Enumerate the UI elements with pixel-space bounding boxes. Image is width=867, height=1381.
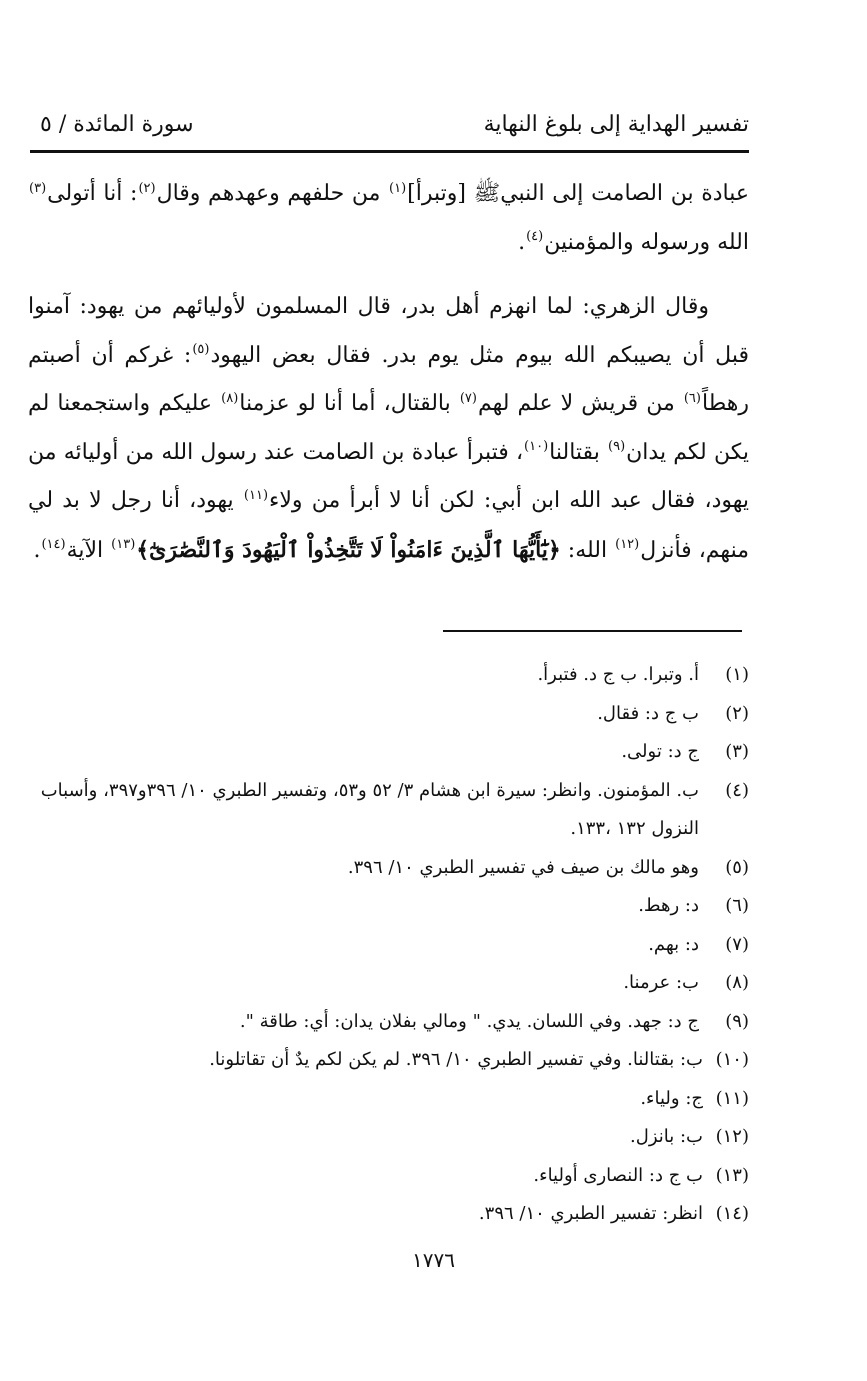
footnote [28, 849, 749, 888]
footnote-text: ب ج د: النصارى أولياء. [533, 1164, 703, 1186]
text-run: الله: [560, 537, 615, 563]
footnote [28, 926, 749, 965]
footnote-text: ب: بانزل. [630, 1126, 703, 1147]
footnote-text: ب ج د: فقال. [597, 702, 699, 724]
text-run: [وتبرأ] [407, 181, 474, 206]
footnote [28, 1003, 749, 1042]
footnote-text: ب. المؤمنون. وانظر: سيرة ابن هشام ٣/ ٥٢ و٥٣، وتفسير الطبري ١٠/ ٣٩٦و٣٩٧، وأسباب النزول ١٣٢ ،١٣٣. [40, 779, 699, 839]
text-run: يهود، أنا رجل لا بد لي منهم، فأنزل [28, 488, 749, 563]
paragraph-1 [28, 170, 749, 267]
footnote-marker-5: (٥) [192, 342, 210, 358]
footnote-marker-13: (١٣) [111, 537, 136, 553]
footnote-marker-12: (١٢) [615, 537, 640, 553]
footnote-marker-14: (١٤) [41, 537, 66, 553]
footnote-number: (٤) [725, 779, 749, 801]
footnote-text: انظر: تفسير الطبري ١٠/ ٣٩٦. [478, 1203, 703, 1224]
running-header [30, 108, 749, 144]
footnote-number: (١٢) [715, 1126, 749, 1147]
text-run: : غركم أن أصبتم رهطاً [28, 342, 749, 416]
text-run: بالقتال، أما أنا لو عزمنا [239, 391, 459, 416]
footnote-marker-7: (٧) [459, 390, 477, 406]
footnote-number: (٨) [725, 972, 749, 993]
book-title: تفسير الهداية إلى بلوغ النهاية [483, 112, 749, 137]
footnote-marker-9: (٩) [608, 439, 626, 455]
footnote-marker-3: (٣) [29, 180, 47, 196]
footnote [28, 656, 749, 695]
footnote-text: وهو مالك بن صيف في تفسير الطبري ١٠/ ٣٩٦. [347, 856, 699, 878]
footnote-marker-4: (٤) [526, 229, 544, 245]
footnote-text: ب: بقتالنا. وفي تفسير الطبري ١٠/ ٣٩٦. لم يكن لكم يدٌ أن تقاتلونا. [209, 1049, 703, 1070]
text-run: . [33, 537, 41, 563]
footnote [28, 1080, 749, 1119]
paragraph-2 [28, 283, 749, 575]
footnote-marker-10: (١٠) [524, 439, 549, 455]
footnote-number: (١٠) [715, 1049, 749, 1070]
footnote-number: (١) [725, 664, 749, 685]
text-run: من قريش لا علم لهم [477, 391, 683, 416]
text-run: . [518, 229, 526, 255]
footnote-number: (٦) [725, 895, 749, 916]
footnote-number: (١١) [715, 1087, 749, 1109]
footnote-text: أ. وتبرا. ب ج د. فتبرأ. [537, 664, 699, 685]
footnote-number: (٧) [725, 933, 749, 955]
surah-label: سورة المائدة / ٥ [40, 112, 194, 137]
footnote [28, 733, 749, 772]
text-run: عبادة بن الصامت إلى النبي [500, 181, 750, 206]
footnote-number: (١٣) [715, 1164, 749, 1186]
footnote-text: د: بهم. [648, 933, 699, 955]
footnote-marker-6: (٦) [683, 390, 701, 406]
footnote-marker-11: (١١) [243, 487, 269, 503]
footnote-number: (٩) [725, 1010, 749, 1032]
text-run: ، فتبرأ عبادة بن الصامت عند رسول الله من أوليائه من يهود، فقال عبد الله ابن أبي: لكن أنا لا أبرأ من ولاء [28, 439, 749, 513]
footnote [28, 772, 749, 849]
footnotes [28, 656, 749, 1234]
footnote [28, 964, 749, 1003]
footnote-text: د: رهط. [638, 895, 699, 916]
footnote-marker-1: (١) [389, 180, 407, 196]
text-run: من حلفهم وعهدهم وقال [156, 181, 389, 206]
text-run: الآية [66, 537, 111, 563]
footnote-text: ج د: تولى. [621, 741, 699, 762]
main-text [28, 170, 749, 591]
text-run: الله ورسوله والمؤمنين [544, 229, 749, 255]
footnote [28, 1157, 749, 1196]
footnote [28, 1195, 749, 1234]
footnote-text: ج د: جهد. وفي اللسان. يدي. " ومالي بفلان يدان: أي: طاقة ". [239, 1010, 699, 1032]
footnote-marker-2: (٢) [138, 180, 156, 196]
text-run: : أنا أتولى [47, 181, 138, 206]
footnote [28, 695, 749, 734]
text-run: وقال الزهري: لما انهزم أهل بدر، قال المسلمون لأوليائهم من يهود: آمنوا قبل أن يصيبكم الله بيوم مثل يوم بدر. فقال بعض اليهود [28, 294, 750, 368]
footnote-number: (٣) [725, 741, 749, 762]
footnote-number: (٥) [725, 856, 749, 878]
footnote-marker-8: (٨) [221, 390, 239, 406]
footnote-rule [443, 630, 742, 632]
footnote-text: ج: ولياء. [640, 1087, 703, 1109]
salawat-glyph: ﷺ [473, 181, 501, 206]
footnote [28, 1041, 749, 1080]
header-rule [30, 150, 749, 153]
footnote-text: ب: عرمنا. [623, 972, 699, 993]
footnote [28, 1118, 749, 1157]
text-run: بقتالنا [549, 439, 607, 465]
footnote-number: (٢) [725, 702, 749, 724]
quran-verse: ﴿يَٰٓأَيُّهَا ٱلَّذِينَ ءَامَنُواْ لَا تَتَّخِذُواْ ٱلْيَهُودَ وَٱلنَّصَٰرَىٰٓ﴾ [136, 536, 561, 563]
text-run: عليكم واستجمعنا لم يكن لكم يدان [28, 391, 749, 465]
footnote-number: (١٤) [715, 1203, 749, 1224]
page-number: ١٧٧٦ [412, 1248, 455, 1272]
footnote [28, 887, 749, 926]
